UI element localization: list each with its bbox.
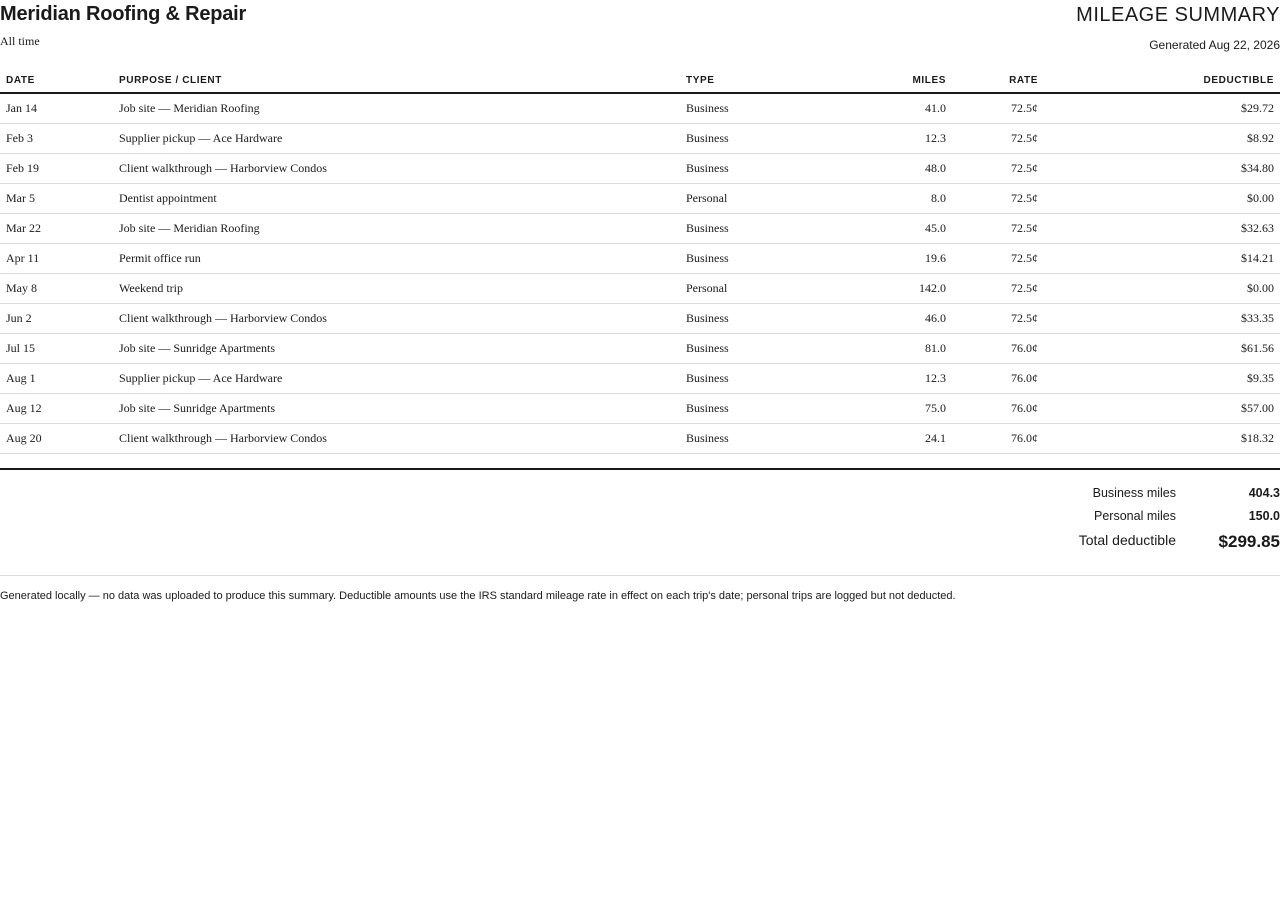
cell-deductible: $29.72 [1044,93,1280,124]
cell-miles: 142.0 [830,274,952,304]
report-period: All time [0,34,40,48]
cell-deductible: $32.63 [1044,214,1280,244]
cell-miles: 12.3 [830,364,952,394]
cell-date: Mar 22 [0,214,113,244]
cell-purpose: Client walkthrough — Harborview Condos [113,304,680,334]
cell-type: Business [680,394,830,424]
cell-type: Business [680,334,830,364]
business-miles-value: 404.3 [1248,486,1280,500]
table-row [0,364,1280,394]
total-deductible-row [880,532,1280,552]
cell-date: Feb 3 [0,124,113,154]
cell-rate: 72.5¢ [952,274,1044,304]
cell-date: Apr 11 [0,244,113,274]
cell-miles: 45.0 [830,214,952,244]
personal-miles-label: Personal miles [1094,509,1176,523]
cell-type: Business [680,244,830,274]
cell-date: Jan 14 [0,93,113,124]
cell-purpose: Client walkthrough — Harborview Condos [113,154,680,184]
cell-purpose: Client walkthrough — Harborview Condos [113,424,680,454]
cell-purpose: Dentist appointment [113,184,680,214]
report-title: MILEAGE SUMMARY [1076,4,1280,26]
business-miles-row [880,486,1280,506]
table-row [0,244,1280,274]
cell-miles: 75.0 [830,394,952,424]
table-row [0,424,1280,454]
cell-rate: 72.5¢ [952,154,1044,184]
cell-type: Business [680,364,830,394]
cell-date: May 8 [0,274,113,304]
generated-date: Generated Aug 22, 2026 [1149,38,1280,52]
cell-date: Jul 15 [0,334,113,364]
cell-type: Personal [680,184,830,214]
cell-deductible: $61.56 [1044,334,1280,364]
cell-date: Jun 2 [0,304,113,334]
table-row [0,394,1280,424]
cell-miles: 12.3 [830,124,952,154]
cell-deductible: $34.80 [1044,154,1280,184]
total-deductible-value: $299.85 [1218,532,1280,551]
cell-purpose: Permit office run [113,244,680,274]
cell-miles: 41.0 [830,93,952,124]
personal-miles-value: 150.0 [1248,509,1280,523]
column-header-purpose: PURPOSE / CLIENT [113,68,680,93]
cell-type: Business [680,304,830,334]
cell-miles: 8.0 [830,184,952,214]
report-header [0,0,1280,68]
cell-purpose: Job site — Meridian Roofing [113,214,680,244]
cell-miles: 24.1 [830,424,952,454]
table-row [0,154,1280,184]
cell-rate: 72.5¢ [952,124,1044,154]
table-row [0,334,1280,364]
column-header-type: TYPE [680,68,830,93]
cell-deductible: $8.92 [1044,124,1280,154]
cell-purpose: Supplier pickup — Ace Hardware [113,364,680,394]
mileage-table [0,68,1280,454]
cell-deductible: $0.00 [1044,274,1280,304]
cell-rate: 72.5¢ [952,214,1044,244]
cell-rate: 72.5¢ [952,184,1044,214]
cell-date: Mar 5 [0,184,113,214]
table-row [0,124,1280,154]
cell-date: Aug 12 [0,394,113,424]
cell-purpose: Job site — Meridian Roofing [113,93,680,124]
cell-date: Feb 19 [0,154,113,184]
cell-miles: 48.0 [830,154,952,184]
cell-date: Aug 20 [0,424,113,454]
cell-type: Business [680,93,830,124]
cell-type: Business [680,424,830,454]
cell-rate: 76.0¢ [952,364,1044,394]
cell-deductible: $57.00 [1044,394,1280,424]
cell-miles: 46.0 [830,304,952,334]
cell-rate: 72.5¢ [952,244,1044,274]
cell-deductible: $0.00 [1044,184,1280,214]
cell-type: Personal [680,274,830,304]
table-row [0,93,1280,124]
totals-section [0,470,1280,575]
total-deductible-label: Total deductible [1078,532,1176,548]
cell-deductible: $14.21 [1044,244,1280,274]
table-row [0,274,1280,304]
table-row [0,184,1280,214]
personal-miles-row [880,509,1280,529]
table-row [0,304,1280,334]
cell-deductible: $18.32 [1044,424,1280,454]
cell-miles: 19.6 [830,244,952,274]
cell-type: Business [680,154,830,184]
column-header-miles: MILES [830,68,952,93]
cell-type: Business [680,124,830,154]
cell-rate: 76.0¢ [952,394,1044,424]
cell-purpose: Job site — Sunridge Apartments [113,334,680,364]
column-header-rate: RATE [952,68,1044,93]
cell-rate: 76.0¢ [952,424,1044,454]
cell-purpose: Weekend trip [113,274,680,304]
cell-purpose: Supplier pickup — Ace Hardware [113,124,680,154]
cell-rate: 76.0¢ [952,334,1044,364]
cell-rate: 72.5¢ [952,304,1044,334]
cell-miles: 81.0 [830,334,952,364]
business-miles-label: Business miles [1092,486,1176,500]
table-body [0,93,1280,454]
cell-deductible: $9.35 [1044,364,1280,394]
table-row [0,214,1280,244]
cell-rate: 72.5¢ [952,93,1044,124]
cell-deductible: $33.35 [1044,304,1280,334]
table-header-row [0,68,1280,93]
column-header-deductible: DEDUCTIBLE [1044,68,1280,93]
column-header-date: DATE [0,68,113,93]
company-name: Meridian Roofing & Repair [0,3,247,25]
cell-purpose: Job site — Sunridge Apartments [113,394,680,424]
cell-type: Business [680,214,830,244]
cell-date: Aug 1 [0,364,113,394]
footnote: Generated locally — no data was uploaded to produce this summary. Deductible amounts use the IRS standard mileage rate in effect on each trip's date; personal trips are logged but not deducted. [0,575,1280,602]
